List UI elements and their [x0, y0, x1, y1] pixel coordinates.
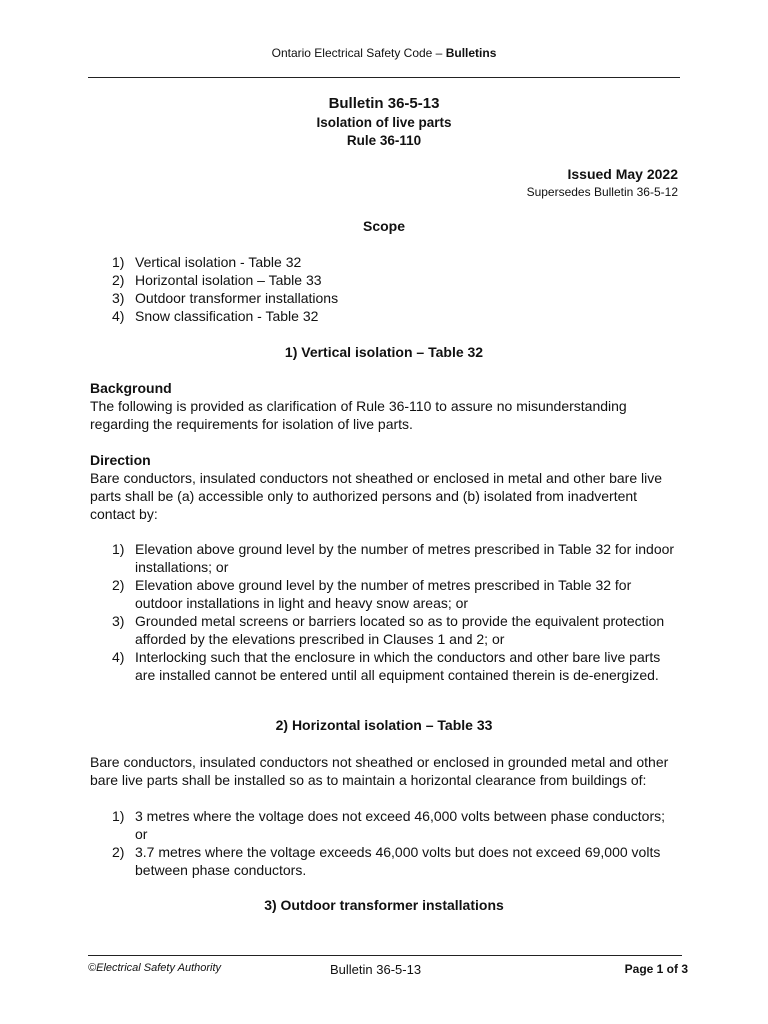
list-item: 1) Elevation above ground level by the number of metres prescribed in Table 32 for indoor installations; or	[112, 541, 675, 575]
list-item: 2) Horizontal isolation – Table 33	[112, 272, 322, 288]
footer-bulletin: Bulletin 36-5-13	[330, 962, 422, 977]
header-prefix: Ontario Electrical Safety Code –	[271, 46, 446, 60]
list-item: 1) 3 metres where the voltage does not exceed 46,000 volts between phase conductors; or	[112, 808, 666, 842]
bulletin-number: Bulletin 36-5-13	[328, 95, 440, 112]
footer-divider	[88, 955, 682, 956]
direction-text: Bare conductors, insulated conductors not sheathed or enclosed in metal and other bare live parts shall be (a) accessible only to authorized persons and (b) isolated from inadvertent contact by:	[90, 470, 663, 522]
direction-list	[90, 540, 680, 684]
section-2-text: Bare conductors, insulated conductors not sheathed or enclosed in grounded metal and other bare live parts shall be installed so as to maintain a horizontal clearance from buildings of:	[90, 754, 669, 788]
scope-list	[90, 253, 680, 325]
list-item: 4) Interlocking such that the enclosure in which the conductors and other bare live parts are installed cannot be entered until all equipment contained therein is de-energized.	[112, 649, 661, 683]
background-label: Background	[90, 380, 172, 396]
list-item: 2) 3.7 metres where the voltage exceeds 46,000 volts but does not exceed 69,000 volts between phase conductors.	[112, 844, 661, 878]
section-1-heading: 1) Vertical isolation – Table 32	[284, 344, 484, 360]
running-header	[0, 46, 768, 60]
issued-date: Issued May 2022	[567, 166, 678, 182]
bulletin-rule: Rule 36-110	[346, 133, 422, 148]
list-item: 4) Snow classification - Table 32	[112, 308, 319, 324]
direction-label: Direction	[90, 452, 151, 468]
page-number: Page 1 of 3	[624, 962, 688, 976]
section-2-heading: 2) Horizontal isolation – Table 33	[275, 717, 493, 733]
list-item: 2) Elevation above ground level by the number of metres prescribed in Table 32 for outdoor installations in light and heavy snow areas; or	[112, 577, 632, 611]
supersedes-note: Supersedes Bulletin 36-5-12	[526, 185, 678, 199]
header-divider	[88, 77, 680, 78]
section-3-heading: 3) Outdoor transformer installations	[264, 897, 504, 913]
clearance-list	[90, 807, 680, 879]
background-text: The following is provided as clarification of Rule 36-110 to assure no misunderstanding regarding the requirements for isolation of live parts.	[90, 398, 627, 432]
issue-info	[527, 165, 678, 200]
title-block	[0, 94, 768, 150]
footer-copyright: ©Electrical Safety Authority	[88, 962, 222, 974]
list-item: 3) Outdoor transformer installations	[112, 290, 339, 306]
header-bold: Bulletins	[445, 46, 497, 60]
list-item: 1) Vertical isolation - Table 32	[112, 254, 302, 270]
page-footer	[88, 962, 688, 980]
bulletin-subject: Isolation of live parts	[316, 115, 452, 130]
scope-heading: Scope	[362, 218, 405, 234]
list-item: 3) Grounded metal screens or barriers located so as to provide the equivalent protection afforded by the elevations prescribed in Clauses 1 and 2; or	[112, 613, 665, 647]
